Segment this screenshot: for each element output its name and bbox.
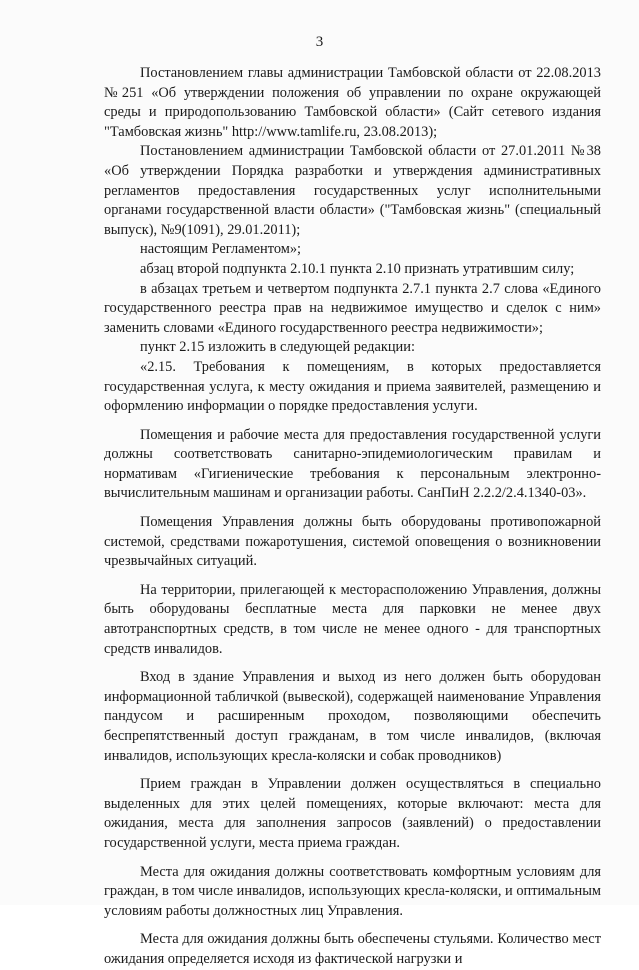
document-body	[104, 64, 601, 970]
paragraph-clause-2-15: «2.15. Требования к помещениям, в которых предоставляется государственная услуга, к месту ожидания и приема заявителей, размещению и оформлению информации о порядке предоставления услуги.	[104, 358, 601, 415]
paragraph-parking: На территории, прилегающей к месторасположению Управления, должны быть оборудованы бесплатные места для парковки не менее двух автотранспортных средств, в том числе не менее одного - для транспортных средств инвалидов.	[104, 581, 601, 657]
paragraph-resolution-38: Постановлением администрации Тамбовской области от 27.01.2011 №38 «Об утверждении Порядка разработки и утверждения административных регламентов предоставления государственных услуг исполнительными органами государственной власти области» ("Тамбовская жизнь" (специальный выпуск), №9(1091), 29.01.2011);	[104, 143, 601, 238]
paragraph-subclause-2-7-1: в абзацах третьем и четвертом подпункта 2.7.1 пункта 2.7 слова «Единого государственного реестра прав на недвижимое имущество и сделок с ним» заменить словами «Единого государственного реестра недвижимости»;	[104, 280, 601, 336]
paragraph-clause-2-15-intro: пункт 2.15 изложить в следующей редакции:	[140, 339, 415, 356]
paragraph-subclause-2-10-1: абзац второй подпункта 2.10.1 пункта 2.10 признать утратившим силу;	[140, 260, 575, 277]
paragraph-resolution-251: Постановлением главы администрации Тамбовской области от 22.08.2013 №251 «Об утверждении положения об управлении по охране окружающей среды и природопользованию Тамбовской области» (Сайт сетевого издания "Тамбовская жизнь" http://www.tamlife.ru, 23.08.2013);	[104, 65, 601, 140]
paragraph-entrance: Вход в здание Управления и выход из него должен быть оборудован информационной табличкой (вывеской), содержащей наименование Управления пандусом и расширенным проходом, позволяющими обеспечить беспрепятственный доступ гражданам, в том числе инвалидов, (включая инвалидов, использующих кресла-коляски и собак проводников)	[104, 669, 601, 764]
paragraph-waiting-conditions: Места для ожидания должны соответствовать комфортным условиям для граждан, в том числе инвалидов, использующих кресла-коляски, и оптимальным условиям работы должностных лиц Управления.	[104, 863, 601, 919]
paragraph-regulation: настоящим Регламентом»;	[140, 241, 302, 258]
paragraph-waiting-chairs: Места для ожидания должны быть обеспечены стульями. Количество мест ожидания определяется исходя из фактической нагрузки и	[104, 931, 601, 967]
paragraph-workplaces: Помещения и рабочие места для предоставления государственной услуги должны соответствовать санитарно-эпидемиологическим правилам и нормативам «Гигиенические требования к персональным электронно-вычислительным машинам и организации работы. СанПиН 2.2.2/2.4.1340-03».	[104, 426, 601, 502]
page-number: 3	[315, 34, 324, 50]
paragraph-reception: Прием граждан в Управлении должен осуществляться в специально выделенных для этих целей помещениях, которые включают: места для ожидания, места для заполнения запросов (заявлений) о предоставлении государственной услуги, места приема граждан.	[104, 776, 601, 851]
paragraph-fire-safety: Помещения Управления должны быть оборудованы противопожарной системой, средствами пожаротушения, системой оповещения о возникновении чрезвычайных ситуаций.	[104, 514, 601, 570]
